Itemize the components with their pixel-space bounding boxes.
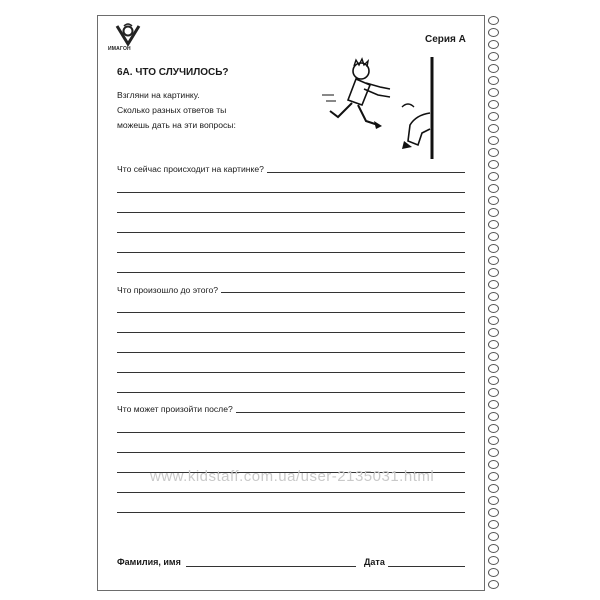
binding-hole	[488, 88, 499, 97]
binding-hole	[488, 544, 499, 553]
binding-hole	[488, 520, 499, 529]
watermark-text: www.kidstaff.com.ua/user-2135031.html	[150, 468, 435, 485]
binding-hole	[488, 160, 499, 169]
task-title: 6А. ЧТО СЛУЧИЛОСЬ?	[117, 67, 229, 78]
binding-hole	[488, 112, 499, 121]
name-field[interactable]	[186, 566, 356, 567]
binding-hole	[488, 376, 499, 385]
intro-line: Взгляни на картинку.	[117, 90, 200, 100]
binding-hole	[488, 52, 499, 61]
binding-hole	[488, 316, 499, 325]
binding-hole	[488, 136, 499, 145]
answer-line[interactable]	[117, 252, 465, 253]
binding-hole	[488, 220, 499, 229]
binding-hole	[488, 580, 499, 589]
question-3: Что может произойти после?	[117, 404, 236, 414]
date-label: Дата	[364, 557, 385, 567]
binding-hole	[488, 352, 499, 361]
binding-hole	[488, 16, 499, 25]
spiral-binding-icon	[486, 16, 500, 590]
answer-line[interactable]	[117, 432, 465, 433]
question-2: Что произошло до этого?	[117, 285, 221, 295]
binding-hole	[488, 40, 499, 49]
binding-hole	[488, 532, 499, 541]
binding-hole	[488, 268, 499, 277]
binding-hole	[488, 280, 499, 289]
binding-hole	[488, 328, 499, 337]
answer-line[interactable]	[117, 232, 465, 233]
binding-hole	[488, 256, 499, 265]
binding-hole	[488, 292, 499, 301]
answer-line[interactable]	[117, 492, 465, 493]
name-label: Фамилия, имя	[117, 557, 181, 567]
answer-line[interactable]	[117, 272, 465, 273]
binding-hole	[488, 124, 499, 133]
binding-hole	[488, 436, 499, 445]
binding-hole	[488, 208, 499, 217]
binding-hole	[488, 568, 499, 577]
binding-hole	[488, 196, 499, 205]
binding-hole	[488, 340, 499, 349]
binding-hole	[488, 388, 499, 397]
question-1: Что сейчас происходит на картинке?	[117, 164, 267, 174]
binding-hole	[488, 244, 499, 253]
binding-hole	[488, 400, 499, 409]
binding-hole	[488, 172, 499, 181]
binding-hole	[488, 472, 499, 481]
binding-hole	[488, 64, 499, 73]
binding-hole	[488, 232, 499, 241]
answer-line[interactable]	[117, 212, 465, 213]
answer-line[interactable]	[117, 372, 465, 373]
binding-hole	[488, 304, 499, 313]
answer-line[interactable]	[117, 512, 465, 513]
answer-line[interactable]	[117, 312, 465, 313]
intro-line: можешь дать на эти вопросы:	[117, 120, 236, 130]
answer-line[interactable]	[117, 192, 465, 193]
binding-hole	[488, 412, 499, 421]
publisher-logo-icon	[113, 22, 143, 48]
publisher-logo-text: ИМАГОН	[108, 46, 131, 52]
intro-line: Сколько разных ответов ты	[117, 105, 227, 115]
series-label: Серия А	[425, 34, 466, 45]
answer-line[interactable]	[117, 392, 465, 393]
task-intro	[117, 88, 236, 133]
binding-hole	[488, 484, 499, 493]
answer-line[interactable]	[117, 332, 465, 333]
binding-hole	[488, 448, 499, 457]
binding-hole	[488, 508, 499, 517]
binding-hole	[488, 364, 499, 373]
answer-line[interactable]	[117, 352, 465, 353]
binding-hole	[488, 424, 499, 433]
binding-hole	[488, 100, 499, 109]
binding-hole	[488, 460, 499, 469]
binding-hole	[488, 556, 499, 565]
binding-hole	[488, 496, 499, 505]
binding-hole	[488, 76, 499, 85]
date-field[interactable]	[388, 566, 465, 567]
binding-hole	[488, 28, 499, 37]
binding-hole	[488, 148, 499, 157]
answer-line[interactable]	[117, 452, 465, 453]
running-boy-illustration	[318, 55, 440, 160]
binding-hole	[488, 184, 499, 193]
